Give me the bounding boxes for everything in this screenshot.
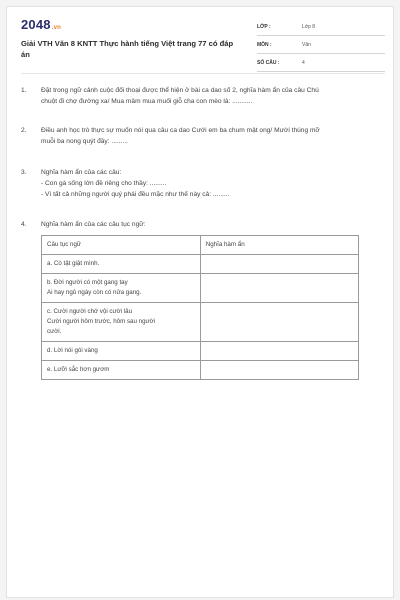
- idiom-cell: b. Đời người có một gang tay Ai hay ngủ ngày còn có nửa gang.: [42, 274, 201, 303]
- worksheet-page: [6, 6, 394, 598]
- question-text: Đặt trong ngữ cảnh cuộc đối thoại được thể hiện ở bài ca dao số 2, nghĩa hàm ẩn của câu Chú chuột đi chợ đường xa/ Mua mâm mua muối giỗ cha con mèo là: ...........: [41, 87, 319, 105]
- column-header: Câu tục ngữ: [42, 236, 201, 255]
- idiom-cell: a. Cò tật giật mình.: [42, 255, 201, 274]
- meta-info: [257, 21, 385, 75]
- meta-key: MÔN :: [257, 42, 272, 48]
- meaning-cell: [200, 255, 358, 274]
- site-logo[interactable]: 2048.vn: [21, 17, 62, 32]
- meta-key: LỚP :: [257, 24, 271, 30]
- question-number: 3.: [21, 169, 27, 176]
- meaning-cell: [200, 361, 358, 380]
- document-title: Giải VTH Văn 8 KNTT Thực hành tiếng Việt trang 77 có đáp án: [21, 39, 234, 59]
- idioms-table: [41, 235, 359, 380]
- column-header: Nghĩa hàm ẩn: [200, 236, 358, 255]
- meaning-cell: [200, 274, 358, 303]
- idiom-cell: d. Lời nói gói vàng: [42, 342, 201, 361]
- header-divider: [21, 73, 385, 74]
- meta-value: 4: [302, 60, 305, 66]
- question-number: 4.: [21, 221, 27, 228]
- meta-row-question-count: [257, 57, 385, 72]
- meta-key: SỐ CÂU :: [257, 60, 280, 66]
- worksheet-header: [21, 17, 385, 69]
- table-row: [42, 255, 359, 274]
- meta-row-class: [257, 21, 385, 36]
- idiom-cell: e. Lưỡi sắc hơn gươm: [42, 361, 201, 380]
- table-row: [42, 361, 359, 380]
- meaning-cell: [200, 342, 358, 361]
- idiom-cell: c. Cười người chớ vội cười lâu Cười người hôm trước, hôm sau người cười.: [42, 303, 201, 342]
- meta-value: Văn: [302, 42, 311, 48]
- question-text: Nghĩa hàm ẩn của các câu tục ngữ:: [41, 221, 146, 228]
- question-text: Điều anh học trò thực sự muốn nói qua câu ca dao Cưới em ba chum mật ong/ Mười thúng mỡ muỗi ba nong quýt đầy: .........: [41, 127, 320, 145]
- question-number: 1.: [21, 87, 27, 94]
- meta-value: Lớp 8: [302, 24, 316, 30]
- table-row: [42, 303, 359, 342]
- table-header-row: [42, 236, 359, 255]
- question-number: 2.: [21, 127, 27, 134]
- meaning-cell: [200, 303, 358, 342]
- meta-row-subject: [257, 39, 385, 54]
- table-row: [42, 342, 359, 361]
- question-text: Nghĩa hàm ẩn của các câu: - Con gà sống lớn đề riêng cho thầy: ......... - Vì tất cả những người quý phái đều mặc như thế này cả: .........: [41, 169, 230, 198]
- table-row: [42, 274, 359, 303]
